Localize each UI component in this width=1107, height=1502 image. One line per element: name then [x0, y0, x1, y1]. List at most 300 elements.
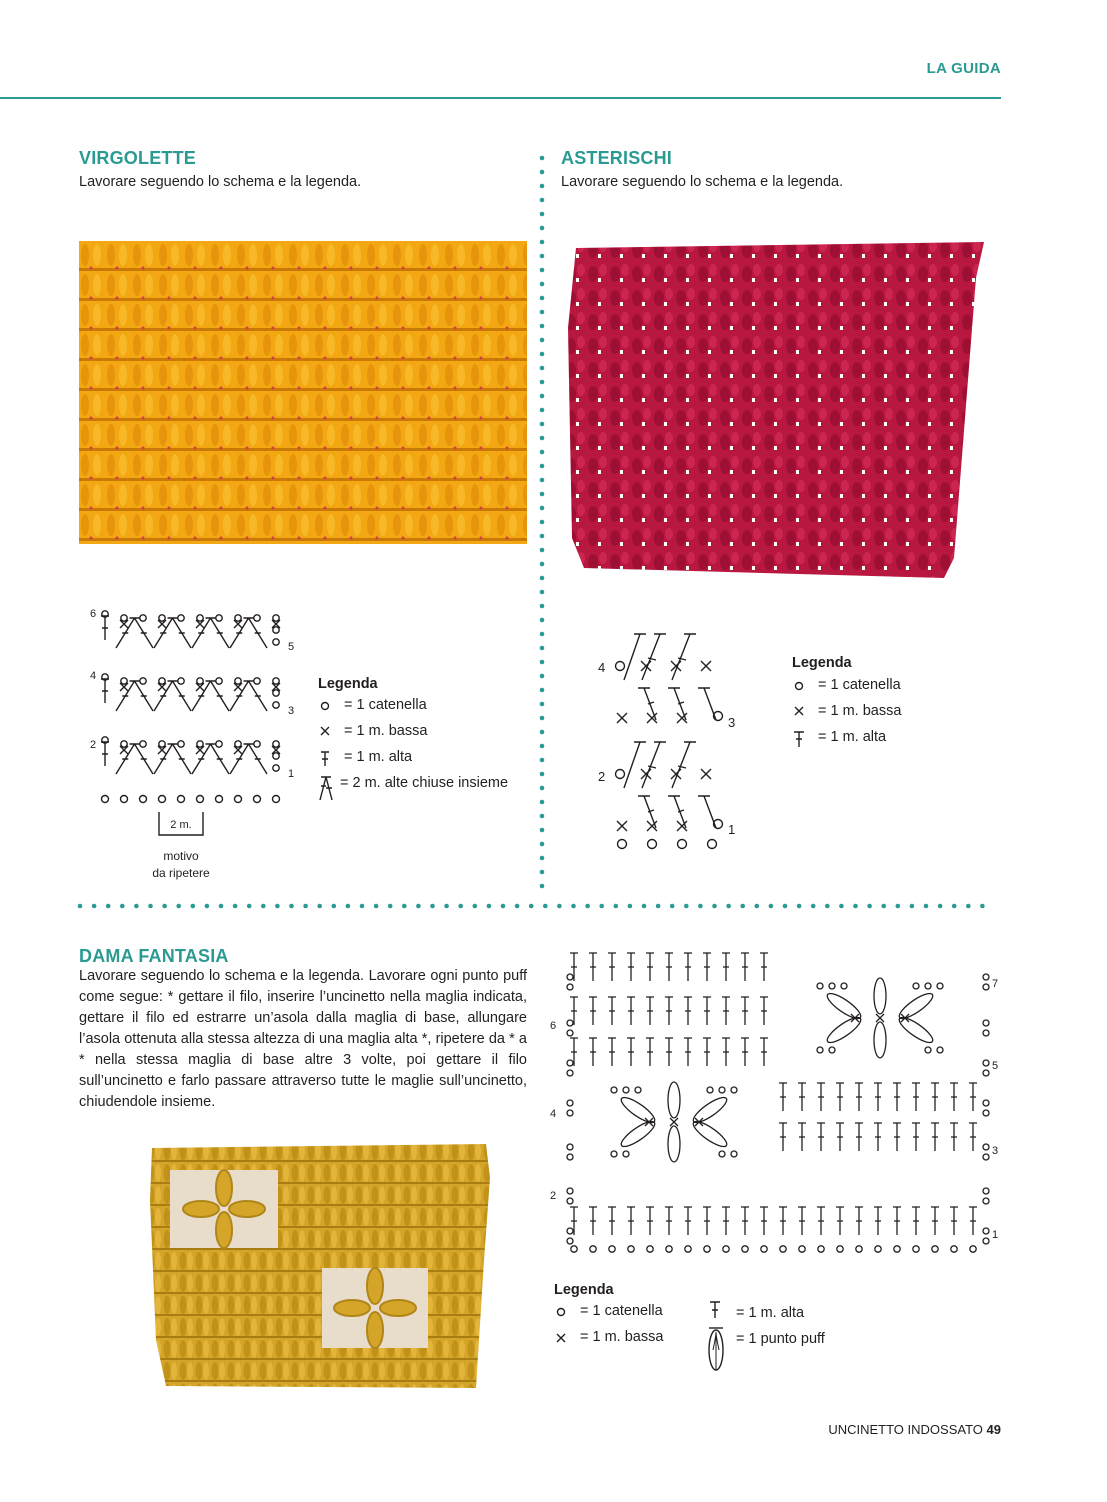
separator-dot — [219, 904, 224, 909]
separator-dot — [540, 702, 545, 707]
double-crochet-symbol — [931, 1083, 939, 1111]
separator-dot — [797, 904, 802, 909]
separator-dot — [303, 904, 308, 909]
chain-symbol — [628, 1246, 634, 1252]
chain-symbol — [140, 678, 146, 684]
double-crochet-symbol — [950, 1083, 958, 1111]
legend-item: = 1 catenella — [818, 677, 901, 693]
separator-dot — [106, 904, 111, 909]
separator-dot — [599, 904, 604, 909]
chain-symbol — [178, 741, 184, 747]
chain-symbol — [983, 1144, 989, 1150]
row-number: 2 — [550, 1190, 557, 1202]
double-crochet-symbol — [969, 1207, 977, 1235]
separator-dot — [543, 904, 548, 909]
repeat-label: 2 m. — [170, 819, 192, 831]
separator-dot — [261, 904, 266, 909]
chain-symbol — [178, 796, 185, 803]
chain-symbol — [616, 770, 625, 779]
chain-symbol — [571, 1246, 577, 1252]
separator-dot — [332, 904, 337, 909]
row-number: 3 — [288, 705, 295, 717]
double-crochet-symbol — [741, 1207, 749, 1235]
row-number: 1 — [728, 822, 736, 837]
asterischi-intro: Lavorare seguendo lo schema e la legenda. — [561, 174, 844, 190]
chain-symbol — [235, 678, 241, 684]
chain-symbol — [666, 1246, 672, 1252]
separator-dot — [275, 904, 280, 909]
row-number: 1 — [288, 768, 295, 780]
double-crochet-symbol — [722, 997, 730, 1025]
row-number: 6 — [90, 608, 97, 620]
separator-dot — [825, 904, 830, 909]
chain-symbol — [159, 741, 165, 747]
double-crochet-symbol — [798, 1083, 806, 1111]
single-crochet-icon — [795, 707, 803, 715]
page-footer — [828, 1422, 1001, 1437]
separator-dot — [540, 576, 545, 581]
double-crochet-symbol — [779, 1123, 787, 1151]
double-crochet-symbol — [741, 1038, 749, 1066]
chain-symbol — [216, 741, 222, 747]
separator-dot — [540, 870, 545, 875]
double-crochet-symbol — [624, 634, 646, 680]
double-crochet-symbol — [672, 634, 696, 680]
double-crochet-symbol — [101, 616, 109, 640]
puff-stitch-symbol — [874, 978, 886, 1014]
double-crochet-symbol — [931, 1207, 939, 1235]
chain-symbol — [925, 1047, 931, 1053]
dc2tog-icon — [320, 777, 332, 800]
chain-symbol — [894, 1246, 900, 1252]
chain-symbol — [102, 796, 109, 803]
double-crochet-symbol — [101, 742, 109, 766]
magazine-name: UNCINETTO INDOSSATO — [828, 1422, 983, 1437]
chain-symbol — [273, 741, 279, 747]
dama-paragraph: Lavorare seguendo lo schema e la legenda. Lavorare ogni punto puff come segue: * gettare il filo, inserire l’uncinetto nella maglia indicata, gettare il filo ed estrarre un’asola dalla maglia di base, allungare l’asola ottenuta alla stessa altezza di una maglia alta *, ripetere da * a * nella stessa maglia di base altre 3 volte, poi gettare il filo sull’uncinetto e farlo passare attraverso tutte le maglie sull’uncinetto, chiudendole insieme. — [79, 968, 527, 1110]
row-number: 5 — [288, 641, 295, 653]
chain-symbol — [121, 678, 127, 684]
separator-dot — [540, 562, 545, 567]
double-crochet-symbol — [874, 1207, 882, 1235]
double-crochet-symbol — [703, 1207, 711, 1235]
separator-dot — [540, 254, 545, 259]
double-crochet-symbol — [684, 1207, 692, 1235]
double-crochet-symbol — [638, 688, 656, 720]
separator-dot — [402, 904, 407, 909]
separator-dot — [540, 156, 545, 161]
chain-symbol — [273, 615, 279, 621]
double-crochet-icon — [710, 1302, 720, 1318]
double-crochet-symbol — [608, 953, 616, 981]
double-crochet-symbol — [608, 1038, 616, 1066]
separator-dot — [540, 660, 545, 665]
asterischi-swatch-photo — [564, 238, 994, 584]
separator-dot — [360, 904, 365, 909]
chain-symbol — [742, 1246, 748, 1252]
chain-symbol — [623, 1151, 629, 1157]
double-crochet-symbol — [855, 1083, 863, 1111]
legend-item: = 1 m. alta — [736, 1305, 805, 1321]
double-crochet-symbol — [950, 1123, 958, 1151]
chain-symbol — [567, 1110, 573, 1116]
row-number: 4 — [90, 670, 97, 682]
separator-dot — [540, 646, 545, 651]
separator-dot — [670, 904, 675, 909]
chain-symbol — [121, 615, 127, 621]
dama-legend-symbols-right — [704, 1298, 734, 1374]
separator-dot — [540, 758, 545, 763]
separator-dot — [540, 268, 545, 273]
separator-dot — [698, 904, 703, 909]
chain-symbol — [837, 1246, 843, 1252]
double-crochet-symbol — [969, 1083, 977, 1111]
chain-symbol — [121, 741, 127, 747]
double-crochet-symbol — [969, 1123, 977, 1151]
chain-icon — [322, 703, 329, 710]
chain-symbol — [937, 983, 943, 989]
separator-dot — [811, 904, 816, 909]
puff-stitch-symbol — [668, 1082, 680, 1118]
chain-symbol — [567, 1238, 573, 1244]
double-crochet-symbol — [760, 1207, 768, 1235]
double-crochet-symbol — [684, 1038, 692, 1066]
chain-symbol — [983, 1188, 989, 1194]
double-crochet-symbol — [101, 679, 109, 703]
separator-dot — [839, 904, 844, 909]
separator-dot — [585, 904, 590, 909]
chain-symbol — [273, 796, 280, 803]
virgolette-title: VIRGOLETTE — [79, 148, 197, 168]
separator-dot — [712, 904, 717, 909]
double-crochet-symbol — [672, 742, 696, 788]
double-crochet-symbol — [642, 634, 666, 680]
chain-symbol — [235, 615, 241, 621]
chain-symbol — [761, 1246, 767, 1252]
chain-symbol — [197, 796, 204, 803]
separator-dot — [867, 904, 872, 909]
separator-dot — [540, 814, 545, 819]
chain-symbol — [140, 615, 146, 621]
separator-dot — [540, 632, 545, 637]
double-crochet-icon — [794, 732, 804, 747]
chain-symbol — [590, 1246, 596, 1252]
chain-symbol — [273, 702, 279, 708]
separator-dot — [540, 884, 545, 889]
separator-dot — [540, 450, 545, 455]
double-crochet-symbol — [627, 1207, 635, 1235]
chain-symbol — [254, 678, 260, 684]
chain-symbol — [567, 1030, 573, 1036]
chain-symbol — [567, 1154, 573, 1160]
chain-symbol — [731, 1087, 737, 1093]
single-crochet-symbol — [701, 769, 711, 779]
separator-dot — [388, 904, 393, 909]
chain-symbol — [273, 753, 279, 759]
separator-dot — [966, 904, 971, 909]
separator-dot — [540, 674, 545, 679]
chain-symbol — [159, 678, 165, 684]
double-crochet-symbol — [741, 997, 749, 1025]
chain-symbol — [983, 984, 989, 990]
separator-dot — [571, 904, 576, 909]
chain-symbol — [723, 1246, 729, 1252]
separator-dot — [540, 366, 545, 371]
double-crochet-symbol — [627, 1038, 635, 1066]
chain-symbol — [567, 974, 573, 980]
chain-symbol — [951, 1246, 957, 1252]
separator-dot — [540, 478, 545, 483]
row-number: 4 — [550, 1108, 557, 1120]
double-crochet-symbol — [874, 1083, 882, 1111]
chain-symbol — [817, 983, 823, 989]
chain-symbol — [197, 615, 203, 621]
separator-dot — [529, 904, 534, 909]
double-crochet-symbol — [722, 1038, 730, 1066]
row-number: 2 — [90, 739, 97, 751]
double-crochet-symbol — [589, 997, 597, 1025]
chain-symbol — [197, 741, 203, 747]
double-crochet-symbol — [665, 953, 673, 981]
chain-symbol — [856, 1246, 862, 1252]
legend-item: = 1 catenella — [580, 1303, 663, 1319]
separator-dot — [78, 904, 83, 909]
double-crochet-symbol — [684, 997, 692, 1025]
separator-dot — [540, 842, 545, 847]
chain-symbol — [178, 678, 184, 684]
chain-symbol — [983, 1110, 989, 1116]
separator-dot — [540, 170, 545, 175]
separator-dot — [924, 904, 929, 909]
chain-symbol — [216, 796, 223, 803]
chain-symbol — [567, 1188, 573, 1194]
asterischi-diagram — [596, 626, 746, 856]
chain-symbol — [611, 1151, 617, 1157]
separator-dot — [501, 904, 506, 909]
chain-symbol — [678, 840, 687, 849]
chain-symbol — [567, 1020, 573, 1026]
legend-item: = 1 catenella — [344, 697, 427, 713]
puff-stitch-symbol — [874, 1022, 886, 1058]
separator-dot — [540, 310, 545, 315]
chain-symbol — [254, 615, 260, 621]
separator-dot — [205, 904, 210, 909]
double-crochet-symbol — [627, 953, 635, 981]
separator-dot — [540, 184, 545, 189]
double-crochet-symbol — [741, 953, 749, 981]
chain-symbol — [829, 1047, 835, 1053]
chain-symbol — [719, 1151, 725, 1157]
separator-dot — [656, 904, 661, 909]
double-crochet-symbol — [912, 1207, 920, 1235]
separator-dot — [162, 904, 167, 909]
row-number: 5 — [992, 1060, 999, 1072]
separator-dot — [540, 408, 545, 413]
separator-dot — [540, 338, 545, 343]
double-crochet-symbol — [668, 796, 686, 828]
separator-dot — [430, 904, 435, 909]
double-crochet-symbol — [646, 1038, 654, 1066]
double-crochet-symbol — [855, 1123, 863, 1151]
separator-dot — [540, 492, 545, 497]
dama-diagram — [546, 945, 1008, 1257]
chain-symbol — [567, 1060, 573, 1066]
row-number: 4 — [598, 660, 606, 675]
double-crochet-symbol — [646, 997, 654, 1025]
double-crochet-symbol — [779, 1083, 787, 1111]
separator-dot — [374, 904, 379, 909]
chain-symbol — [567, 1144, 573, 1150]
chain-symbol — [623, 1087, 629, 1093]
chain-symbol — [647, 1246, 653, 1252]
chain-symbol — [818, 1246, 824, 1252]
double-crochet-symbol — [589, 1207, 597, 1235]
repeat-caption: da ripetere — [152, 866, 210, 880]
double-crochet-symbol — [893, 1123, 901, 1151]
separator-dot — [642, 904, 647, 909]
double-crochet-symbol — [608, 1207, 616, 1235]
chain-symbol — [983, 974, 989, 980]
chain-symbol — [983, 1198, 989, 1204]
separator-dot — [540, 688, 545, 693]
chain-symbol — [567, 1228, 573, 1234]
double-crochet-symbol — [570, 953, 578, 981]
single-crochet-symbol — [876, 1014, 884, 1022]
asterischi-legend-symbols — [790, 676, 818, 748]
legend-item: = 2 m. alte chiuse insieme — [340, 775, 509, 791]
double-crochet-symbol — [836, 1083, 844, 1111]
separator-dot — [628, 904, 633, 909]
chain-symbol — [567, 1100, 573, 1106]
separator-dot — [540, 828, 545, 833]
double-crochet-symbol — [570, 1207, 578, 1235]
separator-dot — [148, 904, 153, 909]
chain-symbol — [704, 1246, 710, 1252]
chain-symbol — [197, 678, 203, 684]
separator-dot — [233, 904, 238, 909]
chain-symbol — [159, 796, 166, 803]
separator-dot — [557, 904, 562, 909]
chain-symbol — [273, 627, 279, 633]
separator-dot — [540, 716, 545, 721]
separator-dot — [458, 904, 463, 909]
separator-dot — [540, 212, 545, 217]
double-crochet-symbol — [893, 1207, 901, 1235]
double-crochet-symbol — [646, 1207, 654, 1235]
double-crochet-symbol — [760, 997, 768, 1025]
chain-symbol — [983, 1228, 989, 1234]
separator-dot — [783, 904, 788, 909]
double-crochet-symbol — [817, 1083, 825, 1111]
separator-dot — [684, 904, 689, 909]
double-crochet-symbol — [665, 1038, 673, 1066]
double-crochet-symbol — [893, 1083, 901, 1111]
double-crochet-symbol — [703, 997, 711, 1025]
double-crochet-symbol — [798, 1123, 806, 1151]
separator-dot — [540, 282, 545, 287]
separator-dot — [755, 904, 760, 909]
separator-dot — [853, 904, 858, 909]
virgolette-intro: Lavorare seguendo lo schema e la legenda. — [79, 174, 362, 190]
double-crochet-symbol — [684, 953, 692, 981]
chain-symbol — [983, 1070, 989, 1076]
double-crochet-symbol — [624, 742, 646, 788]
asterischi-title: ASTERISCHI — [561, 148, 673, 168]
chain-symbol — [932, 1246, 938, 1252]
chain-symbol — [159, 615, 165, 621]
chain-symbol — [707, 1087, 713, 1093]
separator-dot — [540, 786, 545, 791]
separator-dot — [540, 590, 545, 595]
chain-symbol — [648, 840, 657, 849]
double-crochet-symbol — [950, 1207, 958, 1235]
chain-symbol — [567, 1070, 573, 1076]
single-crochet-symbol — [617, 713, 627, 723]
separator-dot — [487, 904, 492, 909]
chain-symbol — [616, 662, 625, 671]
chain-symbol — [254, 741, 260, 747]
chain-symbol — [937, 1047, 943, 1053]
separator-dot — [176, 904, 181, 909]
separator-dot — [540, 548, 545, 553]
separator-dot — [473, 904, 478, 909]
chain-icon — [558, 1309, 565, 1316]
chain-symbol — [829, 983, 835, 989]
chain-symbol — [731, 1151, 737, 1157]
chain-symbol — [817, 1047, 823, 1053]
double-crochet-symbol — [722, 953, 730, 981]
separator-dot — [540, 296, 545, 301]
chain-icon — [796, 683, 803, 690]
chain-symbol — [913, 1246, 919, 1252]
chain-symbol — [609, 1246, 615, 1252]
legend-item: = 1 m. alta — [818, 729, 887, 745]
chain-symbol — [121, 796, 128, 803]
legend-item: = 1 m. bassa — [580, 1329, 664, 1345]
double-crochet-symbol — [646, 953, 654, 981]
separator-dot — [120, 904, 125, 909]
row-number: 6 — [550, 1020, 557, 1032]
double-crochet-symbol — [798, 1207, 806, 1235]
single-crochet-symbol — [617, 821, 627, 831]
asterischi-legend-title: Legenda — [792, 655, 852, 671]
double-crochet-symbol — [722, 1207, 730, 1235]
chain-symbol — [983, 1060, 989, 1066]
double-crochet-symbol — [589, 953, 597, 981]
chain-symbol — [611, 1087, 617, 1093]
chain-symbol — [983, 1238, 989, 1244]
dama-legend-symbols-left — [552, 1302, 582, 1348]
separator-dot — [910, 904, 915, 909]
double-crochet-symbol — [817, 1123, 825, 1151]
separator-dot — [896, 904, 901, 909]
chain-symbol — [216, 678, 222, 684]
separator-dot — [540, 856, 545, 861]
chain-symbol — [983, 1030, 989, 1036]
row-number: 2 — [598, 769, 606, 784]
separator-dot — [726, 904, 731, 909]
separator-dot — [540, 506, 545, 511]
repeat-caption: motivo — [163, 849, 199, 863]
puff-stitch-symbol — [668, 1126, 680, 1162]
chain-symbol — [140, 741, 146, 747]
separator-dot — [952, 904, 957, 909]
chain-symbol — [567, 1198, 573, 1204]
dama-title: DAMA FANTASIA — [79, 946, 229, 966]
double-crochet-symbol — [627, 997, 635, 1025]
double-crochet-symbol — [836, 1123, 844, 1151]
separator-dot — [346, 904, 351, 909]
